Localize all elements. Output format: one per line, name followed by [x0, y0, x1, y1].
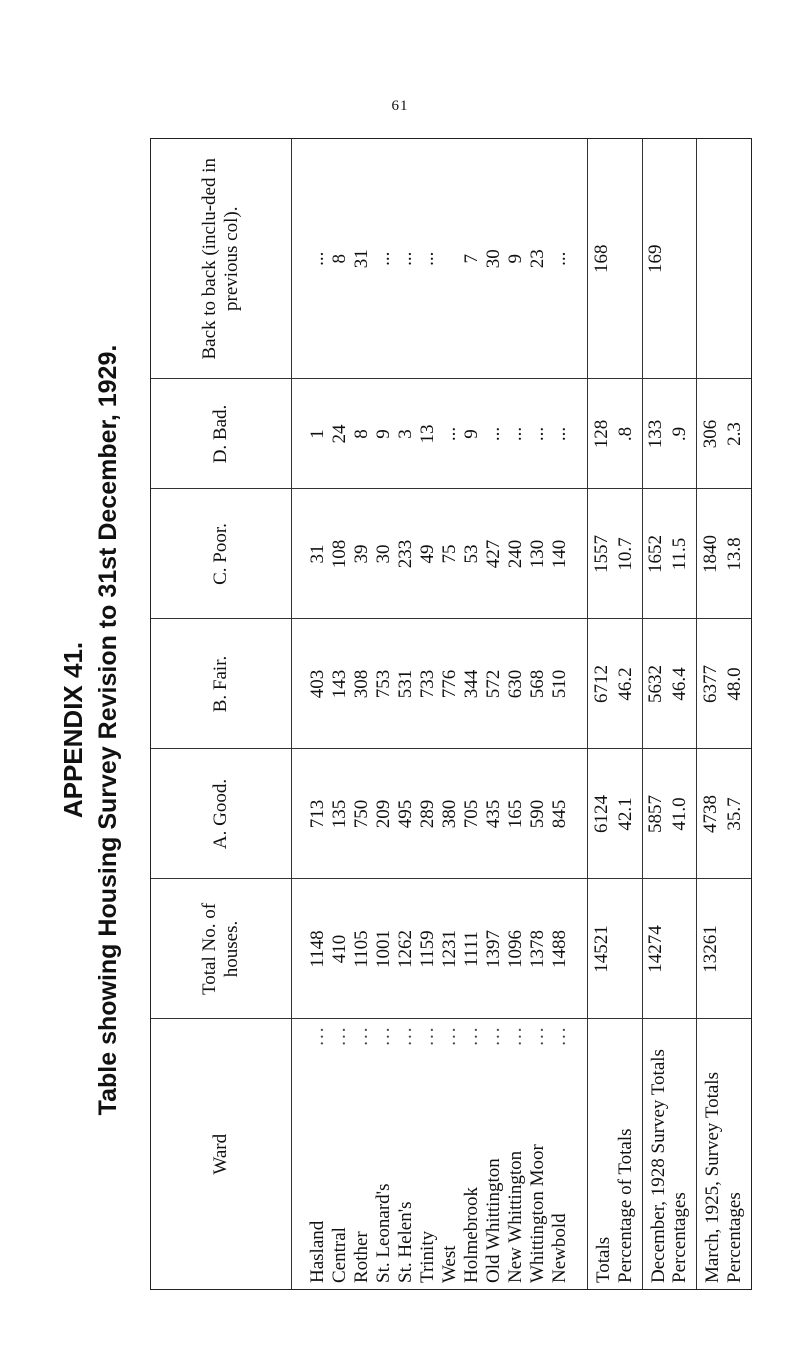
summary-fair-value: 48.0	[724, 667, 746, 701]
ward-total-value: 1231	[439, 930, 461, 968]
ward-poor-value: 49	[417, 544, 439, 564]
summary-label: Percentages	[669, 1192, 691, 1283]
ward-bad-value: 24	[329, 424, 351, 444]
summary-back-value	[700, 145, 724, 373]
summary-total-value: 14274	[645, 925, 667, 973]
bad-column	[307, 386, 571, 483]
summary-poor-value: 1652	[645, 535, 667, 573]
ward-total-value: 1488	[549, 930, 571, 968]
ward-back-value: ...	[307, 251, 329, 266]
summary-label: March, 1925, Survey Totals	[702, 1072, 724, 1283]
summary-fair-value: 6377	[700, 665, 722, 703]
page-number: 61	[391, 98, 409, 114]
summary-label: Percentages	[724, 1192, 746, 1283]
ward-bad-value: 8	[351, 429, 373, 439]
appendix-title: APPENDIX 41.	[58, 641, 88, 819]
summary-good-value: 42.1	[614, 797, 636, 831]
header-back-to-back: Back to back (inclu-ded in previous col).	[151, 139, 292, 379]
ward-fair-value: 753	[373, 669, 395, 699]
total-column	[307, 886, 571, 1013]
ward-fair-value: 531	[395, 669, 417, 699]
ward-back-value: ...	[395, 251, 417, 266]
ward-back-value: 31	[351, 249, 373, 269]
summary-back-value: 169	[645, 244, 667, 273]
ward-poor-value: 30	[373, 544, 395, 564]
summary-fair-value: 5632	[645, 665, 667, 703]
ward-good-value: 590	[527, 799, 549, 829]
ward-name: West ...	[439, 1025, 461, 1283]
table-title: Table showing Housing Survey Revision to 31st December, 1929.	[94, 344, 122, 1116]
ward-back-value: 23	[527, 249, 549, 269]
ward-fair-value: 572	[483, 669, 505, 699]
ward-fair-value: 510	[549, 669, 571, 699]
ward-name: Rother ...	[351, 1025, 373, 1283]
ward-total-value: 1001	[373, 930, 395, 968]
ward-good-value: 289	[417, 799, 439, 829]
ward-good-value: 705	[461, 799, 483, 829]
summary-label: Totals	[592, 1236, 614, 1283]
summary-bad-value: .9	[669, 426, 691, 442]
ward-name: New Whittington ...	[505, 1025, 527, 1283]
summary-good-value: 41.0	[669, 797, 691, 831]
ward-good-value: 845	[549, 799, 571, 829]
summary-bad-value: 128	[590, 419, 612, 449]
ward-name: Whittington Moor ...	[527, 1025, 549, 1283]
ward-name: Central ...	[329, 1025, 351, 1283]
summary-label: Percentage of Totals	[614, 1128, 636, 1283]
ward-poor-value: 427	[483, 539, 505, 569]
ward-bad-value: ...	[549, 426, 571, 442]
header-poor: C. Poor.	[151, 489, 292, 619]
header-bad: D. Bad.	[151, 379, 292, 489]
ward-good-value: 435	[483, 799, 505, 829]
header-fair: B. Fair.	[151, 619, 292, 749]
back-to-back-column	[307, 145, 571, 373]
ward-poor-value: 31	[307, 544, 329, 564]
ward-bad-value: ...	[483, 426, 505, 442]
ward-bad-value: ...	[527, 426, 549, 442]
ward-name: Trinity ...	[417, 1025, 439, 1283]
ward-total-value: 1096	[505, 930, 527, 968]
summary-back-value	[615, 145, 639, 373]
ward-back-value: ...	[549, 251, 571, 266]
header-good: A. Good.	[151, 749, 292, 879]
ward-back-value: ...	[417, 251, 439, 266]
summary-good-value: 5857	[645, 795, 667, 833]
ward-fair-value: 630	[505, 669, 527, 699]
summary-total-value	[724, 886, 748, 1013]
ward-name: Holmebrook ...	[461, 1025, 483, 1283]
ward-poor-value: 233	[395, 539, 417, 569]
summary-poor-value: 10.7	[614, 537, 636, 571]
summary-poor-value: 13.8	[724, 537, 746, 571]
ward-back-value: 9	[505, 254, 527, 264]
survey-1925-labels	[702, 1026, 746, 1284]
title-block	[50, 140, 140, 1320]
summary-back-value: 168	[590, 244, 612, 273]
ward-bad-value: 13	[417, 424, 439, 444]
ward-bad-value: 1	[307, 429, 329, 439]
ward-total-value: 1397	[483, 930, 505, 968]
summary-total-value	[669, 886, 693, 1013]
housing-survey-table	[150, 138, 752, 1290]
ward-good-value: 209	[373, 799, 395, 829]
ward-poor-value: 108	[329, 539, 351, 569]
summary-bad-value: 133	[645, 419, 667, 449]
ward-fair-value: 344	[461, 669, 483, 699]
ward-name: St. Leonard's ...	[373, 1025, 395, 1283]
ward-name: St. Helen's ...	[395, 1025, 417, 1283]
ward-poor-value: 130	[527, 539, 549, 569]
header-ward: Ward	[151, 1019, 292, 1289]
summary-poor-value: 1557	[590, 535, 612, 573]
summary-good-value: 6124	[590, 795, 612, 833]
ward-total-value: 1105	[351, 930, 373, 968]
ward-total-value: 1111	[461, 931, 483, 967]
ward-good-value: 495	[395, 799, 417, 829]
ward-back-value: 30	[483, 249, 505, 269]
good-column	[307, 756, 571, 873]
ward-name: Newbold ...	[549, 1025, 571, 1283]
fair-column	[307, 626, 571, 743]
ward-poor-value: 53	[461, 544, 483, 564]
ward-fair-value: 308	[351, 669, 373, 699]
ward-good-value: 135	[329, 799, 351, 829]
ward-bad-value: ...	[505, 426, 527, 442]
summary-bad-value: .8	[614, 426, 636, 442]
ward-fair-value: 568	[527, 669, 549, 699]
ward-fair-value: 143	[329, 669, 351, 699]
ward-total-value: 1159	[417, 930, 439, 968]
summary-fair-value: 6712	[590, 665, 612, 703]
summary-total-value	[615, 886, 639, 1013]
ward-poor-value: 140	[549, 539, 571, 569]
ward-back-value: ...	[373, 251, 395, 266]
ward-bad-value: 9	[461, 429, 483, 439]
summary-good-value: 35.7	[724, 797, 746, 831]
ward-poor-value: 240	[505, 539, 527, 569]
summary-total-value: 13261	[700, 925, 722, 973]
header-total-houses: Total No. of houses.	[151, 879, 292, 1019]
totals-1928	[642, 139, 697, 1289]
ward-total-value: 1262	[395, 930, 417, 968]
summary-fair-value: 46.2	[614, 667, 636, 701]
summary-back-value	[724, 145, 748, 373]
ward-good-value: 750	[351, 799, 373, 829]
summary-fair-value: 46.4	[669, 667, 691, 701]
ward-poor-value: 39	[351, 544, 373, 564]
summary-back-value	[669, 145, 693, 373]
summary-total-value: 14521	[590, 925, 612, 973]
ward-bad-value: ...	[439, 426, 461, 442]
ward-good-value: 713	[307, 799, 329, 829]
totals-labels	[593, 1026, 637, 1284]
summary-poor-value: 1840	[700, 535, 722, 573]
ward-good-value: 380	[439, 799, 461, 829]
summary-poor-value: 11.5	[669, 537, 691, 571]
totals-1925	[697, 139, 751, 1289]
ward-fair-value: 776	[439, 669, 461, 699]
ward-rows	[292, 139, 588, 1289]
rotated-table-page	[50, 140, 750, 1320]
ward-bad-value: 9	[373, 429, 395, 439]
summary-good-value: 4738	[700, 795, 722, 833]
ward-poor-value: 75	[439, 544, 461, 564]
ward-name-list	[307, 1026, 571, 1284]
ward-fair-value: 733	[417, 669, 439, 699]
ward-bad-value: 3	[395, 429, 417, 439]
ward-back-value	[439, 145, 461, 373]
survey-1928-labels	[648, 1026, 692, 1284]
summary-label: December, 1928 Survey Totals	[647, 1049, 669, 1283]
totals-1929	[587, 139, 642, 1289]
poor-column	[307, 496, 571, 613]
ward-total-value: 410	[329, 934, 351, 964]
summary-bad-value: 306	[700, 419, 722, 449]
ward-good-value: 165	[505, 799, 527, 829]
ward-total-value: 1148	[307, 930, 329, 968]
ward-total-value: 1378	[527, 930, 549, 968]
ward-back-value: 8	[329, 254, 351, 264]
summary-bad-value: 2.3	[724, 422, 746, 446]
ward-name: Old Whittington ...	[483, 1025, 505, 1283]
ward-name: Hasland ...	[307, 1025, 329, 1283]
ward-back-value: 7	[461, 254, 483, 264]
ward-fair-value: 403	[307, 669, 329, 699]
